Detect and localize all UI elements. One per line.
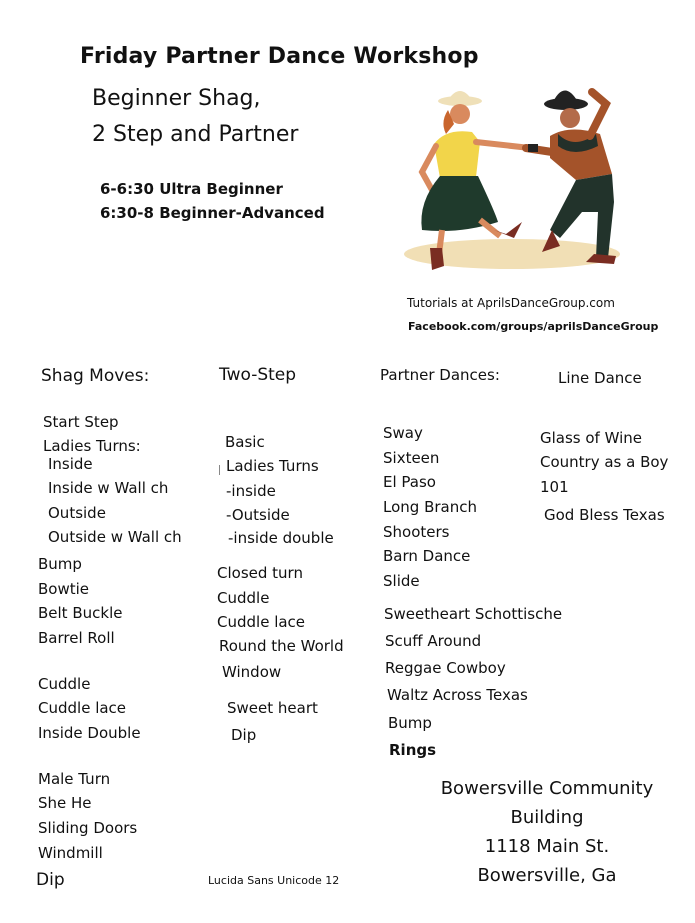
schedule-beginner-advanced: 6:30-8 Beginner-Advanced (100, 204, 325, 222)
line-dance-heading: Line Dance (558, 369, 642, 387)
cowboy-figure (526, 90, 616, 264)
shag-item: Male Turn (38, 770, 111, 788)
two-step-item: -inside (226, 482, 276, 500)
partner-dance-item: Sway (383, 424, 423, 442)
shag-item: Sliding Doors (38, 819, 138, 837)
shag-item: Cuddle (38, 675, 91, 693)
two-step-item: Ladies Turns (226, 457, 319, 475)
shag-item: Inside w Wall ch (48, 479, 169, 497)
shag-item: Bump (38, 555, 82, 573)
two-step-item: -Outside (226, 506, 290, 524)
stray-mark (219, 465, 220, 475)
schedule-ultra-beginner: 6-6:30 Ultra Beginner (100, 180, 283, 198)
two-step-item: Cuddle lace (217, 613, 306, 631)
dancers-illustration (400, 62, 622, 272)
shag-item: Inside Double (38, 724, 141, 742)
location-line-2: Building (510, 807, 584, 828)
line-dance-item: Glass of Wine (540, 429, 643, 447)
two-step-item: Sweet heart (227, 699, 318, 717)
line-dance-item: Country as a Boy (540, 453, 669, 471)
shag-item: Belt Buckle (38, 604, 123, 622)
partner-dance-item: El Paso (383, 473, 436, 491)
two-step-heading: Two-Step (219, 365, 297, 385)
two-step-item: Cuddle (217, 589, 270, 607)
shag-item: Outside w Wall ch (48, 528, 182, 546)
tutorials-link[interactable]: Tutorials at AprilsDanceGroup.com (407, 296, 615, 310)
partner-dance-item: Long Branch (383, 498, 477, 516)
partner-dance-item: Scuff Around (385, 632, 482, 650)
shag-item: Dip (36, 870, 65, 890)
shag-item: Bowtie (38, 580, 90, 598)
two-step-item: Window (222, 663, 282, 681)
line-dance-item: 101 (540, 478, 569, 496)
partner-dance-item: Shooters (383, 523, 450, 541)
subtitle-line-2: 2 Step and Partner (92, 122, 299, 147)
line-dance-item: God Bless Texas (544, 506, 665, 524)
shag-item: Cuddle lace (38, 699, 127, 717)
shag-item: Outside (48, 504, 106, 522)
partner-dance-item: Reggae Cowboy (385, 659, 506, 677)
partner-dance-item: Waltz Across Texas (387, 686, 528, 704)
two-step-item: Basic (225, 433, 265, 451)
subtitle-line-1: Beginner Shag, (92, 86, 261, 111)
shag-item: Inside (48, 455, 93, 473)
two-step-item: -inside double (228, 529, 334, 547)
two-step-item: Round the World (219, 637, 344, 655)
font-note: Lucida Sans Unicode 12 (208, 874, 340, 887)
shag-item: Windmill (38, 844, 103, 862)
partner-dance-item: Rings (389, 741, 437, 759)
page-title: Friday Partner Dance Workshop (80, 44, 479, 69)
partner-dance-item: Barn Dance (383, 547, 471, 565)
shag-item: Start Step (43, 413, 119, 431)
partner-dance-item: Sixteen (383, 449, 440, 467)
facebook-group-link[interactable]: Facebook.com/groups/aprilsDanceGroup (408, 320, 659, 333)
partner-dances-heading: Partner Dances: (380, 366, 500, 384)
two-step-item: Dip (231, 726, 257, 744)
shag-moves-heading: Shag Moves: (41, 366, 150, 386)
partner-dance-item: Sweetheart Schottische (384, 605, 563, 623)
location-line-1: Bowersville Community (440, 778, 654, 799)
partner-dance-item: Bump (388, 714, 432, 732)
two-step-item: Closed turn (217, 564, 303, 582)
location-line-3: 1118 Main St. (484, 836, 610, 857)
shag-item: Barrel Roll (38, 629, 115, 647)
shag-item: She He (38, 794, 92, 812)
location-line-4: Bowersville, Ga (477, 865, 617, 886)
partner-dance-item: Slide (383, 572, 420, 590)
shag-item: Ladies Turns: (43, 437, 141, 455)
